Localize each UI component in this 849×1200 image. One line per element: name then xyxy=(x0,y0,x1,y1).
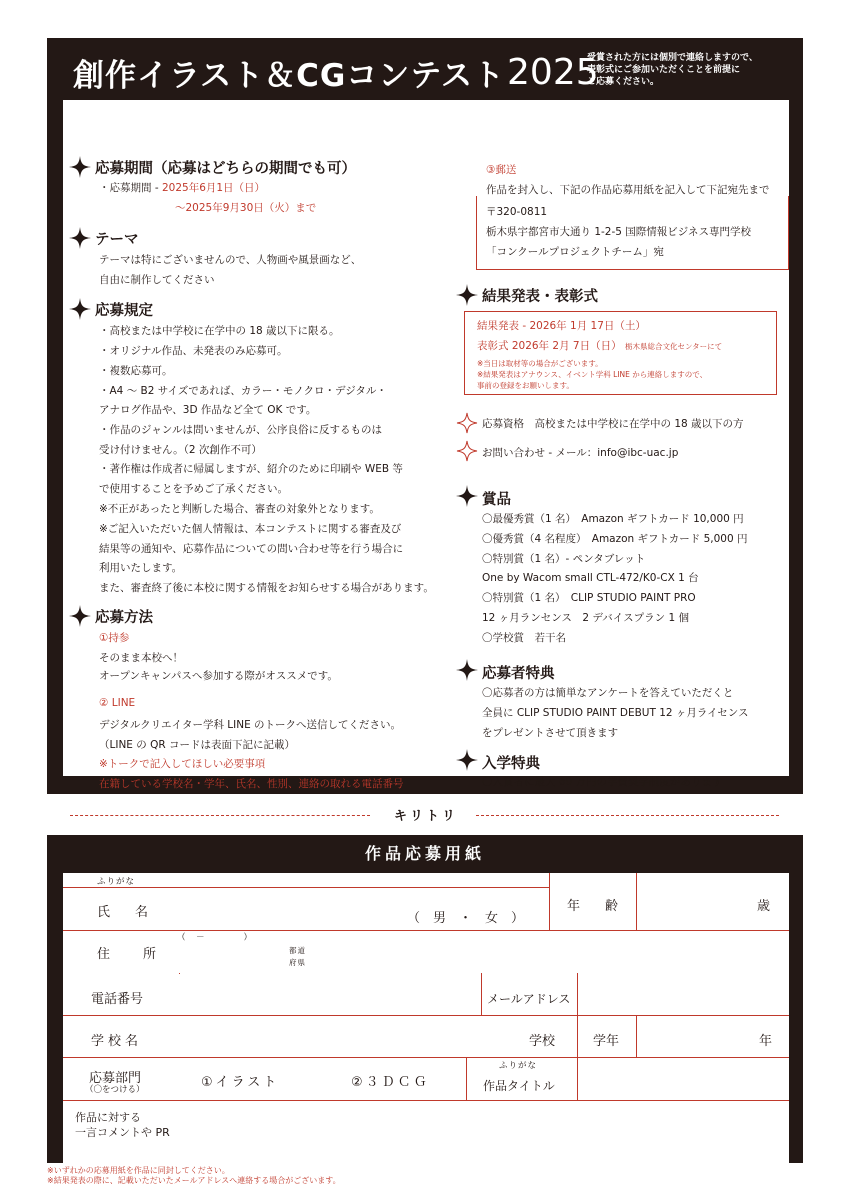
school-unit: 学校 xyxy=(529,1034,556,1049)
grade-label: 学年 xyxy=(593,1034,620,1049)
gender-select[interactable]: （ 男 ・ 女 ） xyxy=(407,911,525,926)
age-unit: 歳 xyxy=(757,899,771,914)
period-line-1: ・応募期間 - 2025年6月1日（日） xyxy=(99,182,266,194)
rule-line: で使用することを予めご了承ください。 xyxy=(99,483,288,495)
result-heading: 結果発表・表彰式 xyxy=(482,289,598,305)
address-label: 住 所 xyxy=(97,947,167,962)
prize-line: 〇特別賞（1 名）- ペンタブレット xyxy=(482,553,646,565)
contest-title xyxy=(73,46,599,98)
sparkle-icon xyxy=(456,749,478,771)
mail-lead: 作品を封入し、下記の作品応募用紙を記入して下記宛先まで xyxy=(486,184,770,196)
comment-label: 作品に対する xyxy=(75,1111,141,1124)
title-year: 2025 xyxy=(507,51,599,93)
method-heading: 応募方法 xyxy=(95,610,153,626)
period-heading: 応募期間（応募はどちらの期間でも可） xyxy=(95,161,356,177)
row-line xyxy=(63,1057,789,1058)
address-line: 〒320-0811 xyxy=(486,206,548,218)
rule-line: ・作品のジャンルは問いませんが、公序良俗に反するものは xyxy=(99,424,383,436)
option-3dcg[interactable]: ②３ＤＣＧ xyxy=(351,1075,430,1090)
applicant-line: をプレゼントさせて頂きます xyxy=(482,727,619,739)
note-line: 表彰式にご参加いただくことを前提に xyxy=(587,65,741,75)
grade-unit: 年 xyxy=(759,1034,773,1049)
rule-line: ・複数応募可。 xyxy=(99,365,173,377)
method-line: ①持参 xyxy=(99,632,130,644)
name-label: 氏 名 xyxy=(97,905,155,920)
email-label: メールアドレス xyxy=(487,992,571,1006)
method-line: オープンキャンパスへ参加する際がオススメです。 xyxy=(99,670,338,682)
result-note: ※当日は取材等の場合がございます。 xyxy=(477,359,603,368)
col-line xyxy=(577,973,578,1015)
eligibility-text: 応募資格 高校または中学校に在学中の 18 歳以下の方 xyxy=(482,418,744,430)
comment-label: 一言コメントや PR xyxy=(75,1126,170,1139)
rule-line: 受け付けません。（2 次創作不可） xyxy=(99,444,262,456)
prize-line: 〇最優秀賞（1 名） Amazon ギフトカード 10,000 円 xyxy=(482,513,744,525)
form-body xyxy=(63,873,789,1163)
method-line: ② LINE xyxy=(99,697,136,709)
contest-panel xyxy=(47,38,803,794)
prize-line: One by Wacom small CTL-472/K0-CX 1 台 xyxy=(482,572,699,584)
applicant-line: 〇応募者の方は簡単なアンケートを答えていただくと xyxy=(482,687,734,699)
row-line xyxy=(63,1015,789,1016)
panel-body xyxy=(63,100,789,790)
col-line xyxy=(179,973,180,974)
phone-label: 電話番号 xyxy=(91,992,144,1007)
work-title-label: 作品タイトル xyxy=(483,1079,555,1093)
prize-line: 〇学校賞 若干名 xyxy=(482,632,566,644)
prize-line: 〇特別賞（1 名） CLIP STUDIO PAINT PRO xyxy=(482,592,696,604)
col-line xyxy=(636,1015,637,1057)
rule-line: ※ご記入いただいた個人情報は、本コンテストに関する審査及び xyxy=(99,523,402,535)
sparkle-icon xyxy=(69,156,91,178)
mail-label: ③郵送 xyxy=(486,164,517,176)
prize-line: 〇優秀賞（4 名程度） Amazon ギフトカード 5,000 円 xyxy=(482,533,748,545)
form-title: 作品応募用紙 xyxy=(364,844,485,863)
department-label: 応募部門 xyxy=(89,1071,142,1086)
sparkle-icon xyxy=(69,605,91,627)
sparkle-outline-icon xyxy=(456,440,478,462)
rule-line: ・オリジナル作品、未発表のみ応募可。 xyxy=(99,345,288,357)
rule-line: ・著作権は作成者に帰属しますが、紹介のために印刷や WEB 等 xyxy=(99,463,403,475)
col-line xyxy=(549,873,550,930)
header-note xyxy=(587,52,797,88)
rule-line: ※不正があったと判断した場合、審査の対象外となります。 xyxy=(99,503,380,515)
row-line xyxy=(63,1100,789,1101)
footnote: ※いずれかの応募用紙を作品に同封してください。 xyxy=(47,1166,230,1175)
address-line: 「コンクールプロジェクトチーム」宛 xyxy=(486,246,664,258)
sparkle-outline-icon xyxy=(456,412,478,434)
col-line xyxy=(466,1057,467,1100)
method-line: （LINE の QR コードは表面下記に記載） xyxy=(99,739,296,751)
method-line: 在籍している学校名・学年、氏名、性別、連絡の取れる電話番号 xyxy=(99,778,404,790)
col-line xyxy=(636,873,637,930)
row-line xyxy=(63,930,789,931)
method-line: デジタルクリエイター学科 LINE のトークへ送信してください。 xyxy=(99,719,402,731)
prize-line: 12 ヶ月ランセンス 2 デバイスプラン 1 個 xyxy=(482,612,690,624)
prizes-heading: 賞品 xyxy=(482,492,511,508)
applicant-line: 全員に CLIP STUDIO PAINT DEBUT 12 ヶ月ライセンス xyxy=(482,707,749,719)
option-illustration[interactable]: ①イラスト xyxy=(201,1075,280,1090)
admission-line: 〇入賞者に最大 60 万円の学費奨学制度があります xyxy=(482,776,723,788)
col-line xyxy=(577,1015,578,1057)
contact-text: お問い合わせ - メール：info@ibc-uac.jp xyxy=(482,447,679,459)
sparkle-icon xyxy=(69,298,91,320)
result-note: 事前の登録をお願いします。 xyxy=(477,381,574,390)
furigana-label: ふりがな xyxy=(499,1061,538,1071)
rules-heading: 応募規定 xyxy=(95,303,153,319)
theme-line: 自由に制作してください xyxy=(99,274,215,286)
rule-line: 利用いたします。 xyxy=(99,562,183,574)
department-sub-label: （〇をつける） xyxy=(85,1085,145,1095)
theme-line: テーマは特にございませんので、人物画や風景画など、 xyxy=(99,254,362,266)
prefecture-label: 府県 xyxy=(289,958,306,967)
prefecture-label: 都道 xyxy=(289,946,306,955)
rule-line: アナログ作品や、3D 作品など全て OK です。 xyxy=(99,404,317,416)
cut-line-left xyxy=(70,815,370,816)
rule-line: ・高校または中学校に在学中の 18 歳以下に限る。 xyxy=(99,325,340,337)
footnote: ※結果発表の際に、記載いただいたメールアドレスへ連絡する場合がございます。 xyxy=(47,1176,341,1185)
sparkle-icon xyxy=(69,227,91,249)
applicant-heading: 応募者特典 xyxy=(482,666,555,682)
period-line-2: ～2025年9月30日（火）まで xyxy=(175,202,317,214)
row-line xyxy=(63,887,549,888)
sparkle-icon xyxy=(456,284,478,306)
col-line xyxy=(577,1057,578,1100)
sparkle-icon xyxy=(456,485,478,507)
postal-code-field[interactable]: （ － ） xyxy=(177,933,254,943)
theme-heading: テーマ xyxy=(95,232,139,248)
cut-line-right xyxy=(476,815,779,816)
rule-line: また、審査終了後に本校に関する情報をお知らせする場合があります。 xyxy=(99,582,434,594)
rule-line: 結果等の通知や、応募作品についての問い合わせ等を行う場合に xyxy=(99,543,404,555)
title-text: 創作イラスト＆CGコンテスト xyxy=(73,57,506,94)
furigana-label: ふりがな xyxy=(97,877,136,887)
address-box xyxy=(476,196,789,270)
school-label: 学校名 xyxy=(91,1034,143,1049)
col-line xyxy=(481,973,482,1015)
note-line: 受賞された方には個別で連絡しますので、 xyxy=(587,53,758,63)
age-label: 年 齢 xyxy=(567,899,625,914)
method-line: ※トークで記入してほしい必要事項 xyxy=(99,758,266,770)
address-line: 栃木県宇都宮市大通り 1-2-5 国際情報ビジネス専門学校 xyxy=(486,226,751,238)
cut-label: キリトリ xyxy=(393,809,458,824)
rule-line: ・A4 ～ B2 サイズであれば、カラー・モノクロ・デジタル・ xyxy=(99,385,387,397)
result-box xyxy=(464,311,777,395)
result-date: 結果発表 - 2026年 1月 17日（土） xyxy=(477,320,646,332)
sparkle-icon xyxy=(456,659,478,681)
application-form xyxy=(47,835,803,1163)
admission-heading: 入学特典 xyxy=(482,756,540,772)
method-line: そのまま本校へ！ xyxy=(99,652,183,664)
ceremony-date: 表彰式 2026年 2月 7日（日） 栃木県総合文化センターにて xyxy=(477,340,723,352)
note-line: ご応募ください。 xyxy=(587,77,660,87)
result-note: ※結果発表はアナウンス、イベント学科 LINE から連絡しますので、 xyxy=(477,370,708,379)
